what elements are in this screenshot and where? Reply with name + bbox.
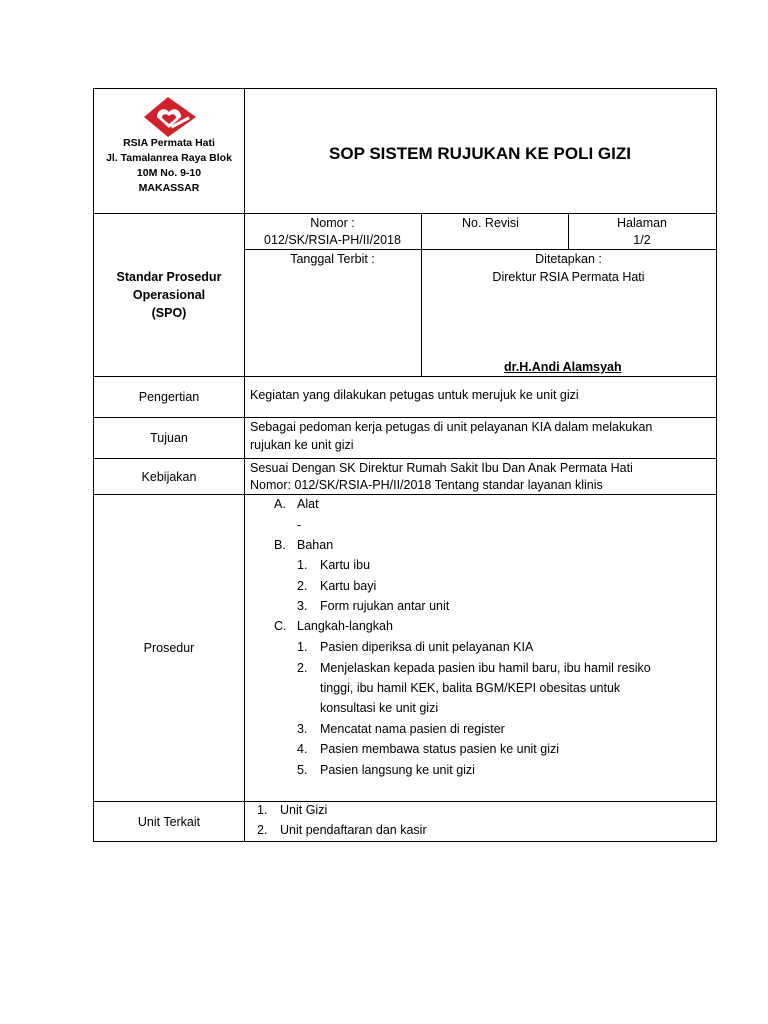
tanggal-terbit-label: Tanggal Terbit :: [290, 252, 375, 266]
divider: [94, 801, 716, 802]
list-number: 3.: [297, 722, 308, 736]
list-number: 1.: [297, 640, 308, 654]
divider: [94, 376, 716, 377]
list-item: Unit pendaftaran dan kasir: [280, 823, 427, 837]
kebijakan-label: Kebijakan: [141, 470, 197, 484]
list-number: 4.: [297, 742, 308, 756]
list-item: Form rujukan antar unit: [320, 599, 450, 613]
unit-terkait-label: Unit Terkait: [137, 815, 201, 829]
spo-label: Operasional: [132, 288, 206, 302]
ditetapkan-by: Direktur RSIA Permata Hati: [492, 270, 645, 284]
divider: [94, 213, 716, 214]
list-number: 2.: [297, 579, 308, 593]
list-number: 1.: [257, 803, 268, 817]
org-city: MAKASSAR: [138, 182, 200, 194]
list-item: Kartu ibu: [320, 558, 371, 572]
kebijakan-text: Nomor: 012/SK/RSIA-PH/II/2018 Tentang standar layanan klinis: [250, 478, 603, 492]
list-item: Pasien diperiksa di unit pelayanan KIA: [320, 640, 534, 654]
spo-label: Standar Prosedur: [116, 270, 222, 284]
ditetapkan-label: Ditetapkan :: [535, 252, 602, 266]
divider: [244, 89, 245, 841]
org-address: 10M No. 9-10: [136, 167, 202, 179]
nomor-value: 012/SK/RSIA-PH/II/2018: [264, 233, 401, 247]
divider: [421, 213, 422, 376]
list-item: Menjelaskan kepada pasien ibu hamil baru, ibu hamil resiko: [320, 661, 651, 675]
spo-label: (SPO): [151, 306, 187, 320]
section-marker: A.: [274, 497, 286, 511]
list-item: Pasien langsung ke unit gizi: [320, 763, 475, 777]
divider: [94, 417, 716, 418]
org-name: RSIA Permata Hati: [123, 137, 215, 149]
section-title: Langkah-langkah: [297, 619, 393, 633]
list-number: 5.: [297, 763, 308, 777]
pengertian-label: Pengertian: [138, 390, 200, 404]
tujuan-text: Sebagai pedoman kerja petugas di unit pelayanan KIA dalam melakukan: [250, 420, 653, 434]
prosedur-label: Prosedur: [143, 641, 195, 655]
document-title: SOP SISTEM RUJUKAN KE POLI GIZI: [329, 144, 631, 163]
halaman-label: Halaman: [616, 216, 668, 230]
dash-item: -: [297, 518, 302, 532]
list-item: tinggi, ibu hamil KEK, balita BGM/KEPI obesitas untuk: [320, 681, 621, 695]
divider: [94, 494, 716, 495]
list-item: Unit Gizi: [280, 803, 328, 817]
tujuan-label: Tujuan: [150, 431, 188, 445]
section-marker: C.: [274, 619, 287, 633]
list-item: konsultasi ke unit gizi: [320, 701, 439, 715]
revisi-label: No. Revisi: [462, 216, 519, 230]
sop-document: [93, 88, 717, 842]
list-number: 1.: [297, 558, 308, 572]
divider: [244, 249, 716, 250]
list-item: Pasien membawa status pasien ke unit gizi: [320, 742, 560, 756]
kebijakan-text: Sesuai Dengan SK Direktur Rumah Sakit Ibu Dan Anak Permata Hati: [250, 461, 633, 475]
divider: [94, 458, 716, 459]
hospital-logo: [140, 95, 200, 139]
section-marker: B.: [274, 538, 286, 552]
tujuan-text: rujukan ke unit gizi: [250, 438, 354, 452]
list-item: Kartu bayi: [320, 579, 377, 593]
org-address: Jl. Tamalanrea Raya Blok: [106, 152, 232, 164]
list-number: 2.: [257, 823, 268, 837]
list-item: Mencatat nama pasien di register: [320, 722, 505, 736]
section-title: Alat: [297, 497, 319, 511]
list-number: 2.: [297, 661, 308, 675]
halaman-value: 1/2: [633, 233, 651, 247]
signatory-name: dr.H.Andi Alamsyah: [504, 360, 622, 374]
section-title: Bahan: [297, 538, 334, 552]
nomor-label: Nomor :: [310, 216, 355, 230]
pengertian-text: Kegiatan yang dilakukan petugas untuk merujuk ke unit gizi: [250, 388, 579, 402]
list-number: 3.: [297, 599, 308, 613]
